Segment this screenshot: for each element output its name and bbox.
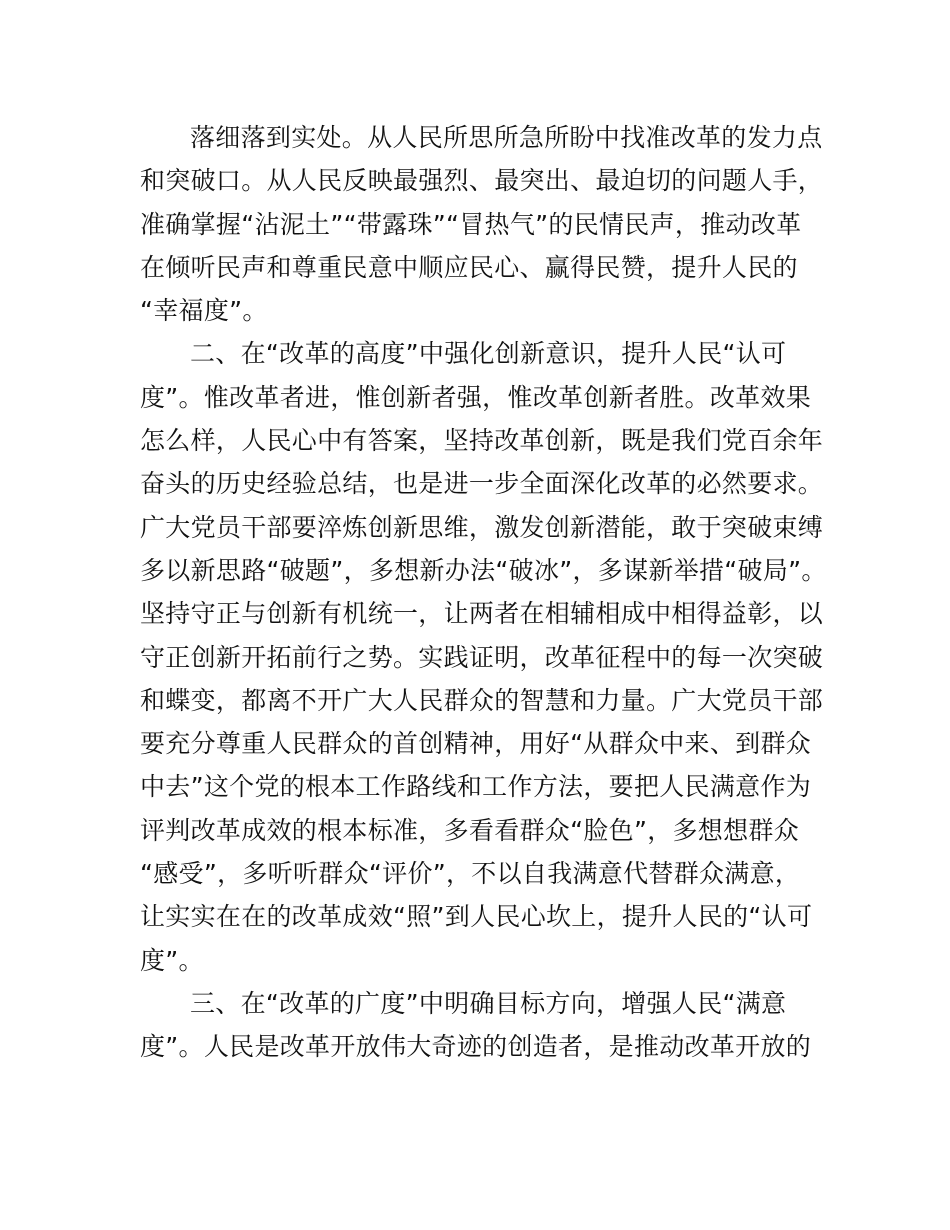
paragraph-line: 奋头的历史经验总结，也是进一步全面深化改革的必然要求。 [140, 469, 824, 499]
paragraph-line: 度”。 [140, 945, 204, 975]
paragraph-line: “感受”，多听听群众“评价”，不以自我满意代替群众满意， [140, 859, 801, 889]
paragraph-line: 和蝶变，都离不开广大人民群众的智慧和力量。广大党员干部 [140, 685, 824, 715]
paragraph-line: “幸福度”。 [140, 296, 268, 326]
paragraph-line: 三、在“改革的广度”中明确目标方向，增强人民“满意 [190, 988, 787, 1018]
paragraph-line: 在倾听民声和尊重民意中顺应民心、赢得民赞，提升人民的 [140, 252, 798, 282]
paragraph-line: 坚持守正与创新有机统一，让两者在相辅相成中相得益彰，以 [140, 599, 824, 629]
paragraph-line: 广大党员干部要淬炼创新思维，激发创新潜能，敢于突破束缚 [140, 512, 824, 542]
paragraph-line: 中去”这个党的根本工作路线和工作方法，要把人民满意作为 [140, 772, 812, 802]
paragraph-line: 要充分尊重人民群众的首创精神，用好“从群众中来、到群众 [140, 729, 812, 759]
paragraph-line: 和突破口。从人民反映最强烈、最突出、最迫切的问题人手， [140, 166, 824, 196]
paragraph-line: 度”。惟改革者进，惟创新者强，惟改革创新者胜。改革效果 [140, 382, 812, 412]
paragraph-line: 守正创新开拓前行之势。实践证明，改革征程中的每一次突破 [140, 642, 824, 672]
paragraph-line: 准确掌握“沾泥土”“带露珠”“冒热气”的民情民声，推动改革 [140, 209, 802, 239]
paragraph-line: 多以新思路“破题”，多想新办法“破冰”，多谋新举措“破局”。 [140, 555, 827, 585]
body-text [140, 116, 827, 1069]
paragraph-line: 让实实在在的改革成效“照”到人民心坎上，提升人民的“认可 [140, 902, 813, 932]
paragraph-line: 怎么样，人民心中有答案，坚持改革创新，既是我们党百余年 [140, 426, 824, 456]
paragraph-line: 二、在“改革的高度”中强化创新意识，提升人民“认可 [190, 339, 787, 369]
paragraph-line: 度”。人民是改革开放伟大奇迹的创造者，是推动改革开放的 [140, 1032, 812, 1062]
paragraph-line: 评判改革成效的根本标准，多看看群众“脸色”，多想想群众 [140, 815, 800, 845]
paragraph-line: 落细落到实处。从人民所思所急所盼中找准改革的发力点 [190, 123, 823, 152]
